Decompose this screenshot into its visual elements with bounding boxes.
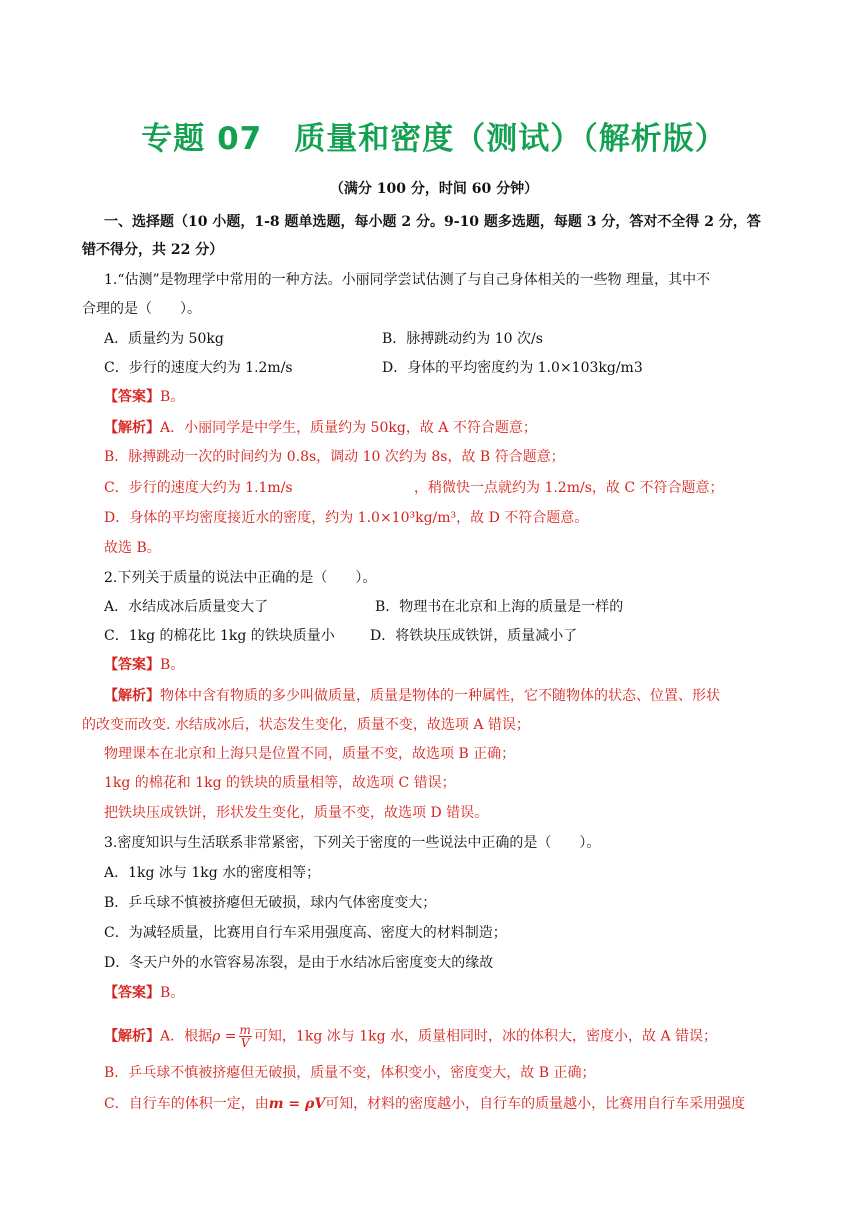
q1-analysis-a: A．小丽同学是中学生，质量约为 50kg，故 A 不符合题意；	[160, 420, 537, 436]
density-formula-fraction	[239, 1024, 252, 1049]
q1-conclusion: 故选 B。	[104, 540, 161, 556]
q3-option-b: B．乒乓球不慎被挤瘪但无破损，球内气体密度变大；	[104, 895, 437, 911]
analysis-tag: 【解析】	[104, 688, 160, 704]
q3-analysis-line3	[104, 1094, 808, 1114]
mass-formula: m = ρV	[268, 1096, 326, 1112]
q2-answer	[104, 655, 808, 675]
q3-option-c: C．为减轻质量，比赛用自行车采用强度高、密度大的材料制造；	[104, 925, 507, 941]
analysis-tag: 【解析】	[104, 1028, 160, 1045]
q3-analysis-a-pre: A．根据	[160, 1028, 213, 1045]
q3-analysis-line1	[104, 1024, 808, 1049]
q1-stem-line1: 1.“估测”是物理学中常用的一种方法。小丽同学尝试估测了与自己身体相关的一些物 理量，其中不	[104, 272, 711, 288]
q2-option-c: C．1kg 的棉花比 1kg 的铁块质量小	[104, 628, 335, 644]
q1-option-row-1	[104, 329, 808, 349]
analysis-tag: 【解析】	[104, 420, 160, 436]
answer-tag: 【答案】	[104, 657, 160, 673]
q2-analysis-text-1: 物体中含有物质的多少叫做质量，质量是物体的一种属性，它不随物体的状态、位置、形状	[160, 688, 720, 704]
density-formula-lhs: ρ =	[212, 1028, 237, 1045]
q2-analysis-text-3: 物理课本在北京和上海只是位置不同，质量不变，故选项 B 正确；	[104, 746, 516, 762]
q1-option-d: D．身体的平均密度约为 1.0×103kg/m3	[382, 360, 643, 376]
q2-option-row-2	[104, 626, 808, 646]
q1-option-b: B．脉搏跳动约为 10 次/s	[382, 331, 543, 347]
q1-option-row-2	[104, 358, 808, 378]
answer-tag: 【答案】	[104, 985, 160, 1001]
q1-analysis-c-part1: C．步行的速度大约为 1.1m/s	[104, 480, 293, 496]
answer-tag: 【答案】	[104, 389, 160, 405]
q1-analysis-c-part2: ，稍微快一点就约为 1.2m/s，故 C 不符合题意；	[414, 480, 724, 496]
q1-analysis-line1	[104, 418, 808, 438]
answer-value: B。	[160, 657, 185, 673]
answer-value: B。	[160, 985, 185, 1001]
q2-stem: 2.下列关于质量的说法中正确的是（ ）。	[104, 570, 377, 586]
q2-analysis-line1	[104, 686, 808, 706]
q1-answer	[104, 387, 808, 407]
q1-analysis-d: D．身体的平均密度接近水的密度，约为 1.0×10³kg/m³，故 D 不符合题意。	[104, 510, 589, 526]
q3-analysis-b: B．乒乓球不慎被挤瘪但无破损，质量不变，体积变小，密度变大，故 B 正确；	[104, 1065, 596, 1081]
q3-analysis-a-post: 可知，1kg 冰与 1kg 水，质量相同时，冰的体积大，密度小，故 A 错误；	[253, 1028, 718, 1045]
q2-analysis-text-2: 的改变而改变. 水结成冰后，状态发生变化，质量不变，故选项 A 错误；	[82, 717, 530, 733]
q2-option-b: B．物理书在北京和上海的质量是一样的	[375, 599, 624, 615]
q2-option-d: D．将铁块压成铁饼，质量减小了	[370, 628, 578, 644]
q2-analysis-text-4: 1kg 的棉花和 1kg 的铁块的质量相等，故选项 C 错误；	[104, 775, 456, 791]
formula-numerator: m	[239, 1023, 251, 1037]
q2-option-row-1	[104, 597, 808, 617]
q3-stem: 3.密度知识与生活联系非常紧密，下列关于密度的一些说法中正确的是（ ）。	[104, 835, 601, 851]
section-heading-line2: 错不得分，共 22 分）	[82, 242, 224, 258]
q1-stem-line2: 合理的是（ ）。	[82, 301, 201, 317]
q3-option-a: A．1kg 冰与 1kg 水的密度相等；	[104, 865, 321, 881]
q3-option-d: D．冬天户外的水管容易冻裂，是由于水结冰后密度变大的缘故	[104, 955, 494, 971]
q3-analysis-c-post: 可知，材料的密度越小，自行车的质量越小，比赛用自行车采用强度	[325, 1096, 746, 1112]
q1-analysis-b: B．脉搏跳动一次的时间约为 0.8s，调动 10 次约为 8s，故 B 符合题意；	[104, 449, 565, 465]
q1-analysis-line3	[104, 478, 808, 498]
page-subtitle: （满分 100 分，时间 60 分钟）	[329, 181, 539, 197]
q1-option-a: A．质量约为 50kg	[104, 331, 224, 347]
section-heading-line1: 一、选择题（10 小题，1-8 题单选题，每小题 2 分。9-10 题多选题，每题 3 分，答对不全得 2 分，答	[104, 214, 761, 230]
q2-option-a: A．水结成冰后质量变大了	[104, 599, 269, 615]
formula-denominator: V	[240, 1036, 250, 1050]
q2-analysis-text-5: 把铁块压成铁饼，形状发生变化，质量不变，故选项 D 错误。	[104, 805, 489, 821]
answer-value: B。	[160, 389, 185, 405]
q1-option-c: C．步行的速度大约为 1.2m/s	[104, 360, 293, 376]
q3-analysis-c-pre: C．自行车的体积一定，由	[104, 1096, 269, 1112]
page-title: 专题 07 质量和密度（测试）（解析版）	[141, 121, 727, 157]
q3-answer	[104, 983, 808, 1003]
